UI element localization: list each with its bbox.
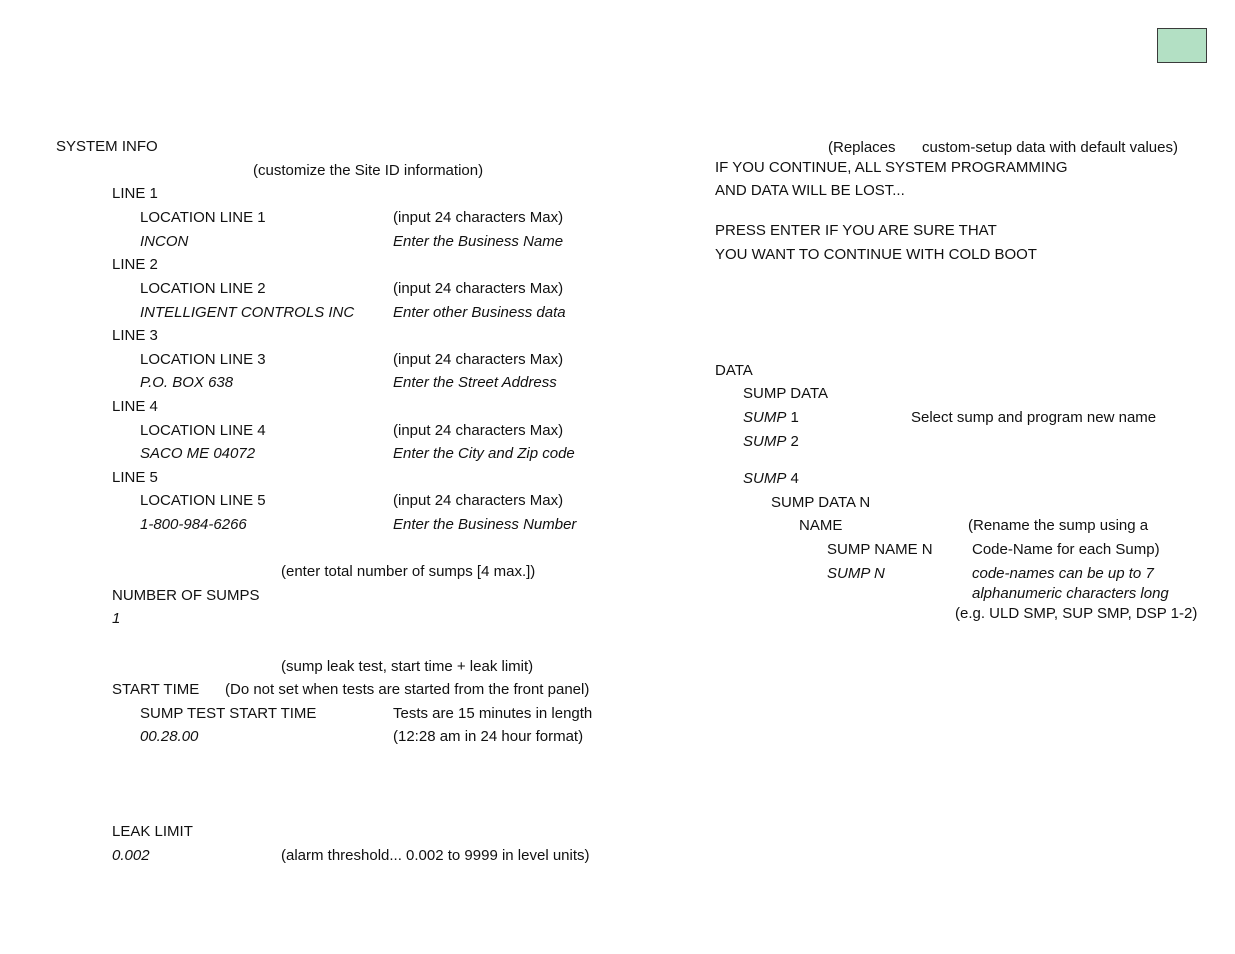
sump-2-number: 2: [790, 433, 799, 450]
replaces-note-rest: custom-setup data with default values): [922, 139, 1178, 156]
example-names-note: (e.g. ULD SMP, SUP SMP, DSP 1-2): [955, 605, 1198, 622]
code-names-note-2: alphanumeric characters long: [972, 585, 1169, 602]
start-time-note: (sump leak test, start time + leak limit): [281, 658, 534, 675]
location-line-5-hint: Enter the Business Number: [393, 516, 577, 533]
location-line-5-note: (input 24 characters Max): [393, 492, 564, 509]
sump-test-start-time-label: SUMP TEST START TIME: [140, 705, 317, 722]
location-line-3-label: LOCATION LINE 3: [140, 351, 266, 368]
location-line-5-label: LOCATION LINE 5: [140, 492, 266, 509]
cold-boot-confirm-1: PRESS ENTER IF YOU ARE SURE THAT: [715, 222, 997, 239]
cold-boot-confirm-2: YOU WANT TO CONTINUE WITH COLD BOOT: [715, 246, 1037, 263]
number-of-sumps-label[interactable]: NUMBER OF SUMPS: [112, 587, 260, 604]
menu-line-5[interactable]: LINE 5: [112, 469, 158, 486]
location-line-2-hint: Enter other Business data: [393, 304, 566, 321]
menu-line-3[interactable]: LINE 3: [112, 327, 158, 344]
location-line-2-value[interactable]: INTELLIGENT CONTROLS INC: [140, 304, 355, 321]
start-time-warning: (Do not set when tests are started from the front panel): [225, 681, 590, 698]
number-of-sumps-value[interactable]: 1: [112, 610, 121, 627]
location-line-1-label: LOCATION LINE 1: [140, 209, 266, 226]
leak-limit-value[interactable]: 0.002: [112, 847, 150, 864]
sump-name-n-label: SUMP NAME N: [827, 541, 933, 558]
cold-boot-warning-2: AND DATA WILL BE LOST...: [715, 182, 905, 199]
location-line-1-hint: Enter the Business Name: [393, 233, 564, 250]
sump-1-item[interactable]: [743, 409, 799, 427]
cold-boot-warning-1: IF YOU CONTINUE, ALL SYSTEM PROGRAMMING: [715, 159, 1068, 176]
sumps-note: (enter total number of sumps [4 max.]): [281, 563, 536, 580]
code-name-note: Code-Name for each Sump): [972, 541, 1160, 558]
location-line-3-note: (input 24 characters Max): [393, 351, 564, 368]
time-format-note: (12:28 am in 24 hour format): [393, 728, 584, 745]
location-line-4-label: LOCATION LINE 4: [140, 422, 266, 439]
location-line-2-label: LOCATION LINE 2: [140, 280, 266, 297]
location-line-3-hint: Enter the Street Address: [393, 374, 557, 391]
data-heading[interactable]: DATA: [715, 362, 753, 379]
location-line-1-value[interactable]: INCON: [140, 233, 189, 250]
location-line-1-note: (input 24 characters Max): [393, 209, 564, 226]
corner-color-box: [1157, 28, 1207, 63]
test-length-note: Tests are 15 minutes in length: [393, 705, 593, 722]
name-item[interactable]: NAME: [799, 517, 843, 534]
location-line-4-value[interactable]: SACO ME 04072: [140, 445, 256, 462]
location-line-4-hint: Enter the City and Zip code: [393, 445, 575, 462]
start-time-value[interactable]: 00.28.00: [140, 728, 199, 745]
leak-limit-note: (alarm threshold... 0.002 to 9999 in level units): [281, 847, 590, 864]
select-sump-note: Select sump and program new name: [911, 409, 1157, 426]
sump-data-item[interactable]: SUMP DATA: [743, 385, 829, 402]
sump-1-number: 1: [790, 409, 799, 426]
sump-data-n-item[interactable]: SUMP DATA N: [771, 494, 871, 511]
start-time-label[interactable]: START TIME: [112, 681, 200, 698]
sump-2-word: SUMP: [743, 433, 787, 450]
menu-line-2[interactable]: LINE 2: [112, 256, 158, 273]
location-line-4-note: (input 24 characters Max): [393, 422, 564, 439]
code-names-note-1: code-names can be up to 7: [972, 565, 1154, 582]
leak-limit-label[interactable]: LEAK LIMIT: [112, 823, 193, 840]
location-line-3-value[interactable]: P.O. BOX 638: [140, 374, 234, 391]
system-info-note: (customize the Site ID information): [253, 162, 484, 179]
sump-2-item[interactable]: [743, 433, 799, 451]
sump-4-item[interactable]: [743, 470, 799, 488]
location-line-5-value[interactable]: 1-800-984-6266: [140, 516, 247, 533]
menu-line-1[interactable]: LINE 1: [112, 185, 158, 202]
sump-1-word: SUMP: [743, 409, 787, 426]
sump-4-number: 4: [790, 470, 799, 487]
location-line-2-note: (input 24 characters Max): [393, 280, 564, 297]
replaces-note-prefix: (Replaces: [828, 139, 896, 156]
sump-4-word: SUMP: [743, 470, 787, 487]
system-info-heading[interactable]: SYSTEM INFO: [56, 138, 158, 155]
menu-line-4[interactable]: LINE 4: [112, 398, 158, 415]
sump-n-value[interactable]: SUMP N: [827, 565, 885, 582]
rename-note: (Rename the sump using a: [968, 517, 1149, 534]
